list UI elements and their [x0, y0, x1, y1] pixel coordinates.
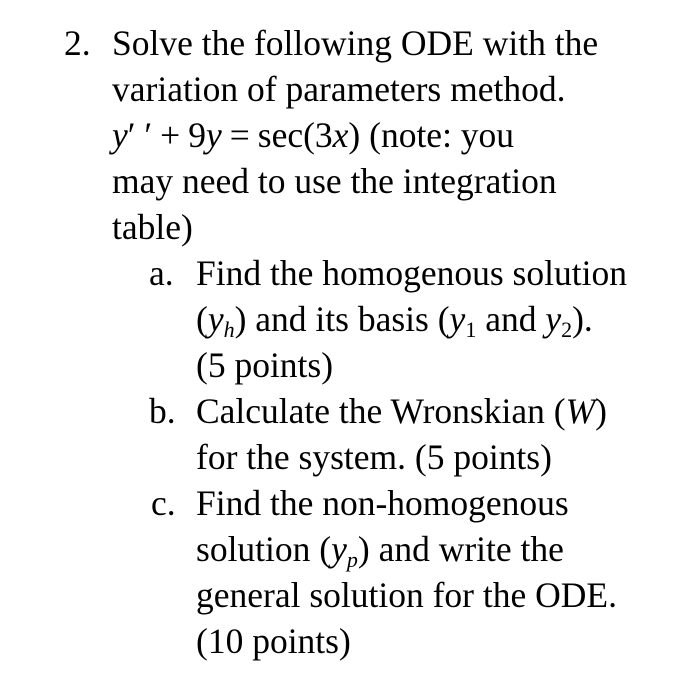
part-a-text-a: (	[196, 299, 208, 339]
note-line-1: may need to use the integration	[112, 161, 557, 201]
part-c-letter: c.	[151, 483, 176, 523]
y2-sub: 2	[561, 317, 573, 342]
part-c-line-1: Find the non-homogenous	[196, 483, 569, 523]
part-a-text-d: ).	[572, 299, 593, 339]
part-a-line-3: (5 points)	[196, 345, 334, 385]
eq-lhs-var: y	[112, 115, 128, 155]
eq-var: y	[205, 115, 222, 155]
part-a-line-2	[196, 296, 593, 342]
part-a-text-c: and	[476, 299, 546, 339]
y1-var: y	[449, 299, 466, 339]
intro-line-2: variation of parameters method.	[112, 69, 566, 109]
eq-note: (note: you	[360, 115, 515, 155]
part-c-text-a: solution (	[196, 529, 332, 569]
part-c-line-4: (10 points)	[196, 621, 351, 661]
eq-func: sec(3	[257, 115, 333, 155]
eq-coef: 9	[188, 115, 206, 155]
ode-equation	[112, 112, 514, 158]
y1-sub: 1	[465, 317, 477, 342]
part-b-letter: b.	[149, 391, 176, 431]
part-b-line-1	[196, 388, 607, 434]
eq-primes: ′ ′	[127, 115, 153, 155]
part-a-text-b: ) and its basis (	[234, 299, 450, 339]
part-c-text-b: ) and write the	[357, 529, 564, 569]
part-a-letter: a.	[149, 253, 174, 293]
note-line-2: table)	[112, 207, 193, 247]
eq-arg: x	[332, 115, 349, 155]
w-var: W	[565, 391, 596, 431]
y2-var: y	[545, 299, 562, 339]
part-b-text-b: )	[595, 391, 607, 431]
problem-number: 2.	[64, 23, 91, 63]
part-b-text-a: Calculate the Wronskian (	[196, 391, 566, 431]
intro-line-1: Solve the following ODE with the	[112, 23, 599, 63]
yp-var: y	[331, 529, 347, 569]
part-a-line-1: Find the homogenous solution	[196, 253, 627, 293]
eq-plus: +	[160, 115, 181, 155]
eq-equals: =	[229, 115, 250, 155]
yh-var: y	[207, 299, 224, 339]
yp-sub: p	[346, 547, 358, 572]
part-c-line-3: general solution for the ODE.	[196, 575, 617, 615]
part-c-line-2	[196, 526, 564, 572]
yh-sub: h	[223, 317, 235, 342]
part-b-line-2: for the system. (5 points)	[196, 437, 552, 477]
eq-close: )	[348, 115, 361, 155]
